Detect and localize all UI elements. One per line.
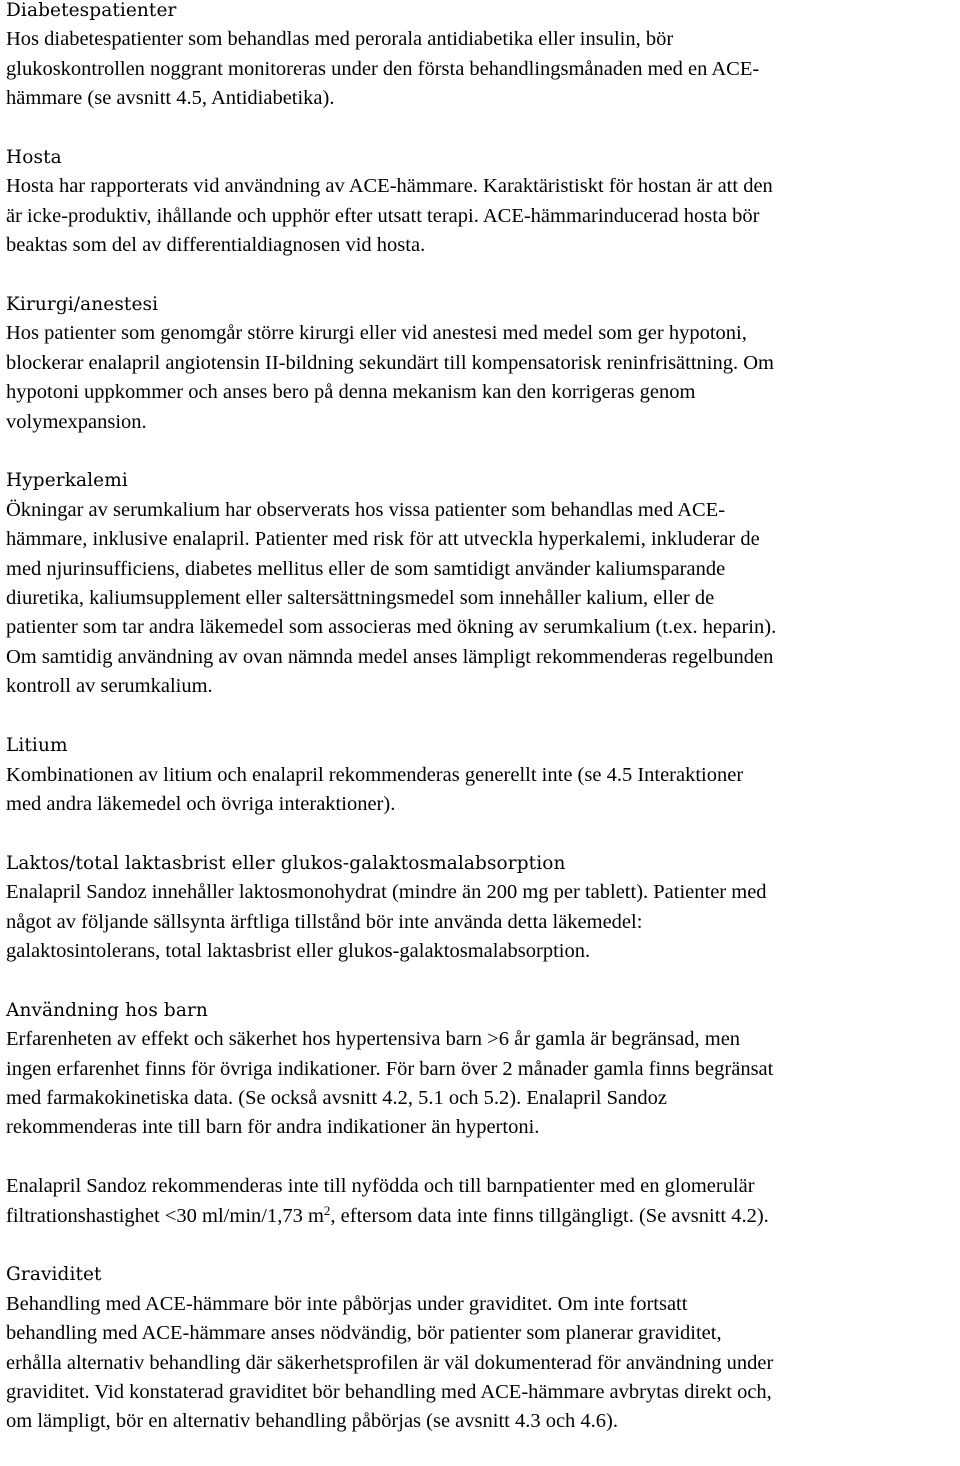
text-line: behandling med ACE-hämmare anses nödvändig, bör patienter som planerar graviditet,: [6, 1322, 722, 1345]
section-diabetespatienter: [6, 0, 958, 114]
section-graviditet: [6, 1260, 958, 1436]
section-heading: Användning hos barn: [6, 999, 208, 1021]
text-line: glukoskontrollen noggrant monitoreras under den första behandlingsmånaden med en ACE-: [6, 57, 760, 80]
section-heading: Graviditet: [6, 1264, 102, 1286]
text-line: Om samtidig användning av ovan nämnda medel anses lämpligt rekommenderas regelbunden: [6, 645, 774, 668]
section-heading: Litium: [6, 735, 68, 757]
text-line: med njurinsufficiens, diabetes mellitus eller de som samtidigt använder kaliumsparande: [6, 557, 726, 580]
text-line: Behandling med ACE-hämmare bör inte påbörjas under graviditet. Om inte fortsatt: [6, 1292, 688, 1315]
text-line: Hos diabetespatienter som behandlas med perorala antidiabetika eller insulin, bör: [6, 28, 674, 51]
text-line: Enalapril Sandoz rekommenderas inte till nyfödda och till barnpatienter med en glomerulär: [6, 1175, 755, 1198]
section-heading: Hosta: [6, 147, 62, 169]
text-line: med andra läkemedel och övriga interaktioner).: [6, 792, 396, 815]
section-kirurgi-anestesi: [6, 290, 958, 437]
section-heading: Diabetespatienter: [6, 0, 177, 21]
text-line: ingen erfarenhet finns för övriga indikationer. För barn över 2 månader gamla finns begränsat: [6, 1057, 774, 1080]
section-laktos: [6, 849, 958, 967]
text-line: Kombinationen av litium och enalapril rekommenderas generellt inte (se 4.5 Interaktioner: [6, 763, 744, 786]
text-line: Hos patienter som genomgår större kirurgi eller vid anestesi med medel som ger hypotoni,: [6, 322, 747, 345]
paragraph: [6, 1172, 958, 1231]
text-line: något av följande sällsynta ärftliga tillstånd bör inte använda detta läkemedel:: [6, 910, 643, 933]
text-line: rekommenderas inte till barn för andra indikationer än hypertoni.: [6, 1116, 540, 1139]
text-line: diuretika, kaliumsupplement eller saltersättningsmedel som innehåller kalium, eller de: [6, 587, 715, 610]
text-line: Enalapril Sandoz innehåller laktosmonohydrat (mindre än 200 mg per tablett). Patienter med: [6, 881, 767, 904]
section-hosta: [6, 143, 958, 261]
section-litium: [6, 731, 958, 819]
text-line: [6, 1202, 958, 1231]
text-line: Hosta har rapporterats vid användning av ACE-hämmare. Karaktäristiskt för hostan är att den: [6, 175, 773, 198]
paragraph: [6, 1025, 958, 1143]
text-line: om lämpligt, bör en alternativ behandling påbörjas (se avsnitt 4.3 och 4.6).: [6, 1410, 619, 1433]
text-line: hypotoni uppkommer och anses bero på denna mekanism kan den korrigeras genom: [6, 381, 696, 404]
section-heading: Laktos/total laktasbrist eller glukos-galaktosmalabsorption: [6, 852, 566, 874]
text-line: är icke-produktiv, ihållande och upphör efter utsatt terapi. ACE-hämmarinducerad hosta bör: [6, 204, 760, 227]
text-line: beaktas som del av differentialdiagnosen vid hosta.: [6, 234, 426, 257]
section-hyperkalemi: [6, 466, 958, 701]
text-line: Ökningar av serumkalium har observerats hos vissa patienter som behandlas med ACE-: [6, 498, 726, 521]
text-line: blockerar enalapril angiotensin II-bildning sekundärt till kompensatorisk reninfrisättning. Om: [6, 351, 774, 374]
section-heading: Hyperkalemi: [6, 470, 128, 492]
text-line: kontroll av serumkalium.: [6, 675, 213, 698]
text-line: erhålla alternativ behandling där säkerhetsprofilen är väl dokumenterad för användning under: [6, 1351, 774, 1374]
section-heading: Kirurgi/anestesi: [6, 294, 159, 316]
text-span: , eftersom data inte finns tillgängligt. (Se avsnitt 4.2).: [330, 1204, 769, 1227]
text-line: volymexpansion.: [6, 410, 147, 433]
text-span: filtrationshastighet <30 ml/min/1,73 m: [6, 1204, 324, 1227]
superscript: 2: [323, 1202, 331, 1218]
document-body: [6, 0, 958, 1466]
section-anvandning-hos-barn: [6, 996, 958, 1231]
text-line: galaktosintolerans, total laktasbrist eller glukos-galaktosmalabsorption.: [6, 939, 591, 962]
text-line: hämmare (se avsnitt 4.5, Antidiabetika).: [6, 87, 335, 110]
text-line: graviditet. Vid konstaterad graviditet bör behandling med ACE-hämmare avbrytas direkt och,: [6, 1380, 772, 1403]
text-line: hämmare, inklusive enalapril. Patienter med risk för att utveckla hyperkalemi, inkluderar de: [6, 528, 760, 551]
text-line: Erfarenheten av effekt och säkerhet hos hypertensiva barn >6 år gamla är begränsad, men: [6, 1028, 741, 1051]
text-line: med farmakokinetiska data. (Se också avsnitt 4.2, 5.1 och 5.2). Enalapril Sandoz: [6, 1086, 667, 1109]
text-line: patienter som tar andra läkemedel som associeras med ökning av serumkalium (t.ex. heparin).: [6, 616, 777, 639]
